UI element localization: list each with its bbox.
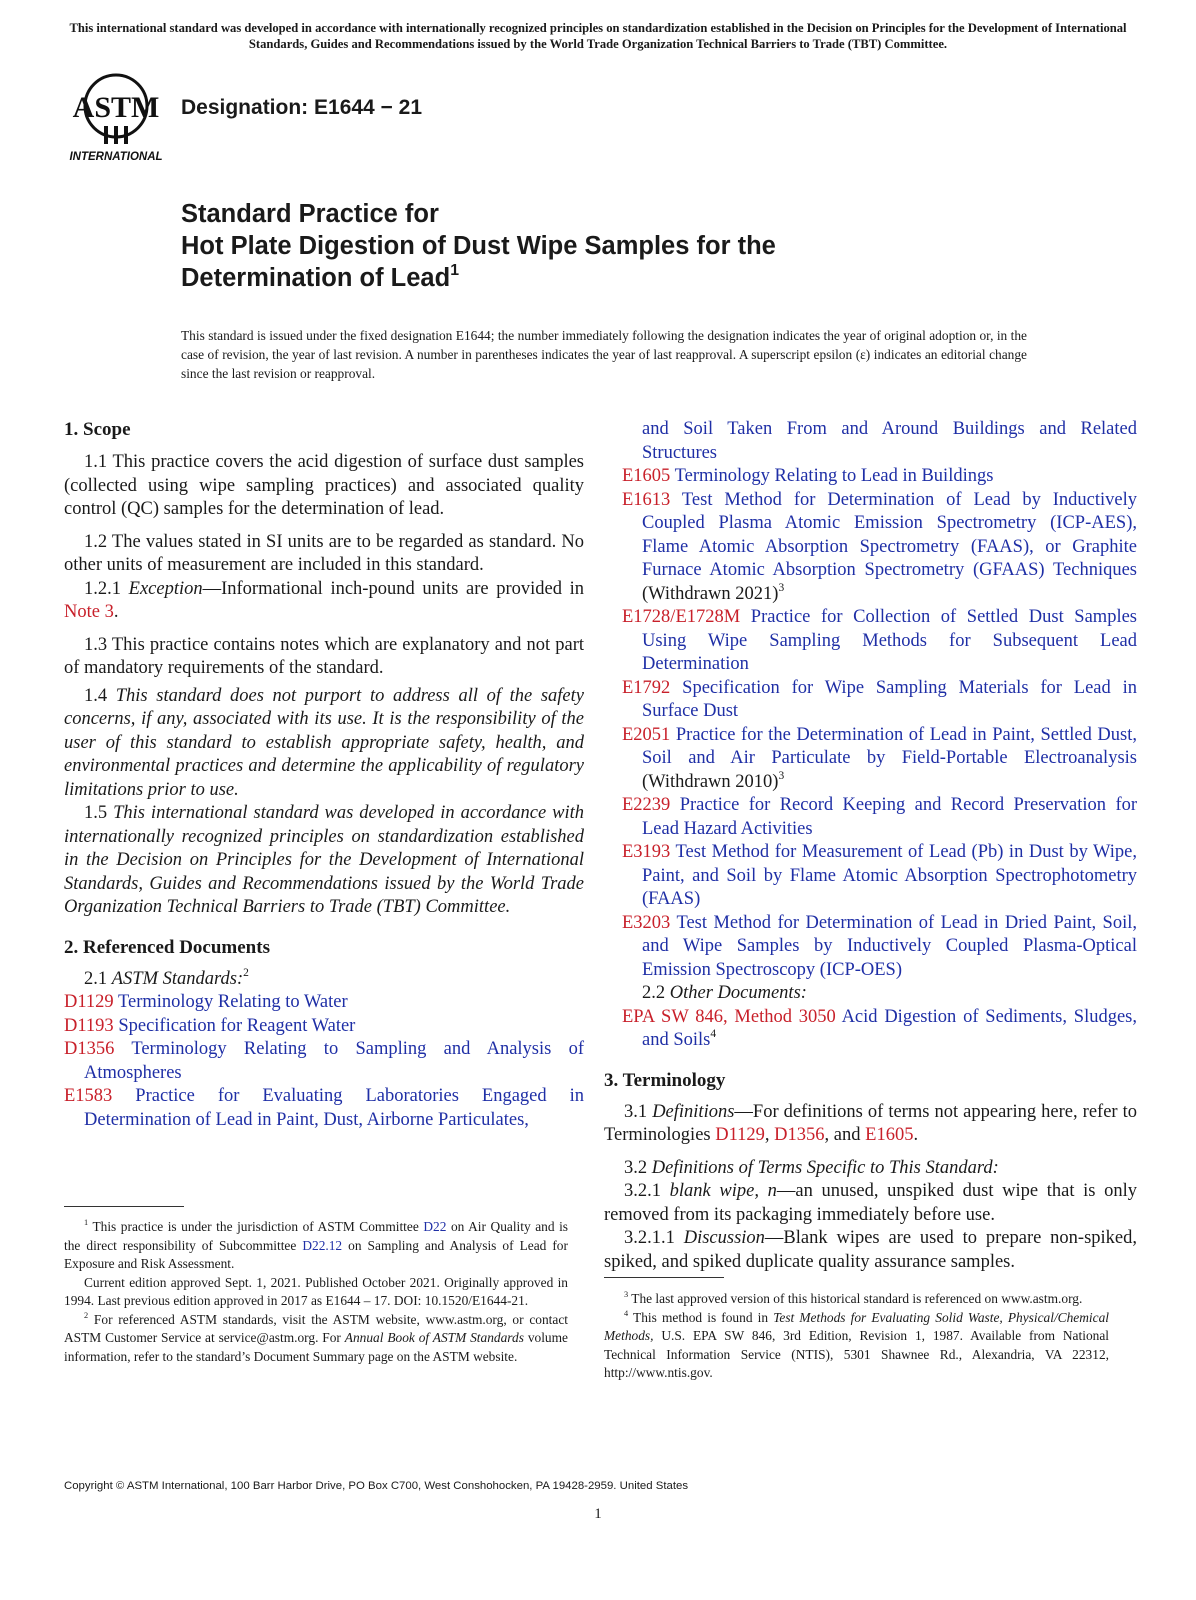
footnotes-left bbox=[64, 1218, 568, 1366]
left-column bbox=[64, 418, 584, 1132]
footnote-1-edition: Current edition approved Sept. 1, 2021. Published October 2021. Originally approved in 1994. Last previous edition approved in 2017 as E1644 – 17. DOI: 10.1520/E1644-21. bbox=[64, 1274, 568, 1308]
terminology-3-2: 3.2 Definitions of Terms Specific to This Standard: bbox=[624, 1157, 999, 1178]
terminology-3-1: 3.1 Definitions—For definitions of terms not appearing here, refer to Terminologies D1129, D1356, and E1605. bbox=[604, 1101, 1138, 1145]
page-number: 1 bbox=[594, 1506, 602, 1522]
scope-1-5: 1.5 This international standard was developed in accordance with internationally recognized principles on standardization established in the Decision on Principles for the Development of International Standards, Guides and Recommendations issued by the World Trade Organization Technical Barriers to Trade (TBT) Committee. bbox=[64, 803, 585, 917]
title-line-3: Determination of Lead$^1$ bbox=[181, 261, 459, 292]
referenced-documents-heading: 2. Referenced Documents bbox=[64, 936, 270, 958]
scope-heading: 1. Scope bbox=[64, 419, 131, 440]
ref-e3203[interactable]: E3203 Test Method for Determination of Lead in Dried Paint, Soil, and Wipe Samples by Inductively Coupled Plasma-Optical Emission Spectroscopy (ICP-OES) bbox=[622, 912, 1138, 980]
title-footnote-mark[interactable]: 1 bbox=[450, 261, 459, 279]
ref-e1605[interactable]: E1605 Terminology Relating to Lead in Buildings bbox=[622, 466, 994, 486]
copyright: Copyright © ASTM International, 100 Barr Harbor Drive, PO Box C700, West Conshohocken, PA 19428-2959. United States bbox=[64, 1480, 689, 1492]
d22-link[interactable]: D22 bbox=[423, 1219, 447, 1234]
footnotes-right bbox=[604, 1290, 1109, 1383]
scope-1-2-1: 1.2.1 Exception—Informational inch-pound units are provided in Note 3. bbox=[64, 578, 584, 622]
term-ref-d1129[interactable]: D1129 bbox=[715, 1125, 765, 1145]
ref-e1792[interactable]: E1792 Specification for Wipe Sampling Materials for Lead in Surface Dust bbox=[622, 677, 1137, 721]
astm-standards-label: 2.1 ASTM Standards:$^2$ bbox=[84, 966, 249, 989]
scope-1-3: 1.3 This practice contains notes which are explanatory and not part of mandatory requirements of the standard. bbox=[64, 634, 584, 678]
term-ref-d1356[interactable]: D1356 bbox=[774, 1125, 825, 1145]
ref-e2051[interactable]: E2051 Practice for the Determination of Lead in Paint, Settled Dust, Soil and Air Particulate by Field-Portable Electroanalysis (Withdrawn 2010)$^3$ bbox=[622, 724, 1138, 792]
designation: Designation: E1644 − 21 bbox=[181, 96, 423, 119]
logo-text: ASTM bbox=[72, 91, 160, 124]
ref-d1129[interactable]: D1129 Terminology Relating to Water bbox=[64, 992, 348, 1012]
issue-note: This standard is issued under the fixed designation E1644; the number immediately following the designation indicates the year of original adoption or, in the case of revision, the year of last revision. A number in parentheses indicates the year of last reapproval. A superscript epsilon (ε) indicates an editorial change since the last revision or reapproval. bbox=[181, 328, 1027, 381]
logo-subtext: INTERNATIONAL bbox=[69, 151, 163, 163]
ref-e1728[interactable]: E1728/E1728M Practice for Collection of Settled Dust Samples Using Wipe Sampling Methods for Subsequent Lead Determination bbox=[622, 607, 1137, 674]
ref-epa-sw846[interactable]: EPA SW 846, Method 3050 Acid Digestion of Sediments, Sludges, and Soils$^4$ bbox=[622, 1006, 1137, 1050]
footnote-2: $^2$ For referenced ASTM standards, visit the ASTM website, www.astm.org, or contact ASTM Customer Service at service@astm.org. For Annual Book of ASTM Standards volume information, refer to the standard’s Document Summary page on the ASTM website. bbox=[64, 1310, 568, 1364]
footnote-rule-right bbox=[604, 1277, 724, 1278]
top-notice: This international standard was developed in accordance with internationally recognized principles on standardization established in the Decision on Principles for the Development of International Standards, Guides and Recommendations issued by the World Trade Organization Technical Barriers to Trade (TBT) Committee. bbox=[69, 21, 1127, 51]
footnote-4: $^4$ This method is found in Test Methods for Evaluating Solid Waste, Physical/Chemical Methods, U.S. EPA SW 846, 3rd Edition, Revision 1, 1987. Available from National Technical Information Service (NTIS), 5301 Shawnee Rd., Alexandria, VA 22312, http://www.ntis.gov. bbox=[604, 1308, 1109, 1380]
footnote-1: $^1$ This practice is under the jurisdiction of ASTM Committee D22 on Air Quality and is the direct responsibility of Subcommittee D22.12 on Sampling and Analysis of Lead for Exposure and Risk Assessment. bbox=[64, 1218, 569, 1271]
ref-d1356[interactable]: D1356 Terminology Relating to Sampling and Analysis of Atmospheres bbox=[64, 1039, 584, 1083]
note-3-link[interactable]: Note 3 bbox=[64, 602, 114, 622]
other-documents-label: 2.2 Other Documents: bbox=[642, 983, 807, 1003]
ref-e1583[interactable]: E1583 Practice for Evaluating Laboratories Engaged in Determination of Lead in Paint, Dust, Airborne Particulates, bbox=[64, 1086, 584, 1130]
scope-1-1: 1.1 This practice covers the acid digestion of surface dust samples (collected using wipe sampling practices) and associated quality control (QC) samples for the determination of lead. bbox=[64, 452, 584, 519]
term-ref-e1605[interactable]: E1605 bbox=[865, 1125, 914, 1145]
d22-12-link[interactable]: D22.12 bbox=[302, 1237, 343, 1253]
title-line-1: Standard Practice for bbox=[181, 200, 439, 228]
footnote-3: $^3$ The last approved version of this historical standard is referenced on www.astm.org. bbox=[624, 1290, 1083, 1306]
scope-1-4: 1.4 This standard does not purport to address all of the safety concerns, if any, associated with its use. It is the responsibility of the user of this standard to establish appropriate safety, health, and environmental practices and determine the applicability of regulatory limitations prior to use. bbox=[64, 685, 584, 800]
scope-1-2: 1.2 The values stated in SI units are to be regarded as standard. No other units of measurement are included in this standard. bbox=[64, 531, 584, 575]
ref-d1193[interactable]: D1193 Specification for Reagent Water bbox=[64, 1015, 356, 1036]
ref-e1583-continued[interactable]: and Soil Taken From and Around Buildings and Related Structures bbox=[642, 419, 1137, 463]
ref-e1613[interactable]: E1613 Test Method for Determination of Lead by Inductively Coupled Plasma Atomic Emission Spectrometry (ICP-AES), Flame Atomic Absorption Spectrometry (FAAS), or Graphite Furnace Atomic Absorption Spectrometry (GFAAS) Techniques (Withdrawn 2021)$^3$ bbox=[622, 489, 1138, 604]
right-column bbox=[604, 418, 1138, 1274]
ref-e2239[interactable]: E2239 Practice for Record Keeping and Record Preservation for Lead Hazard Activities bbox=[622, 795, 1138, 839]
terminology-3-2-1: 3.2.1 blank wipe, n—an unused, unspiked dust wipe that is only removed from its packaging immediately before use. bbox=[604, 1181, 1137, 1225]
astm-logo bbox=[64, 70, 168, 166]
document-title bbox=[181, 198, 1081, 294]
ref-e3193[interactable]: E3193 Test Method for Measurement of Lead (Pb) in Dust by Wipe, Paint, and Soil by Flame Atomic Absorption Spectrophotometry (FAAS) bbox=[622, 842, 1138, 909]
title-line-2: Hot Plate Digestion of Dust Wipe Samples for the bbox=[181, 232, 776, 260]
footnote-rule-left bbox=[64, 1206, 184, 1207]
terminology-heading: 3. Terminology bbox=[604, 1069, 726, 1091]
terminology-3-2-1-1: 3.2.1.1 Discussion—Blank wipes are used to prepare non-spiked, spiked, and spiked duplicate quality assurance samples. bbox=[604, 1228, 1137, 1272]
